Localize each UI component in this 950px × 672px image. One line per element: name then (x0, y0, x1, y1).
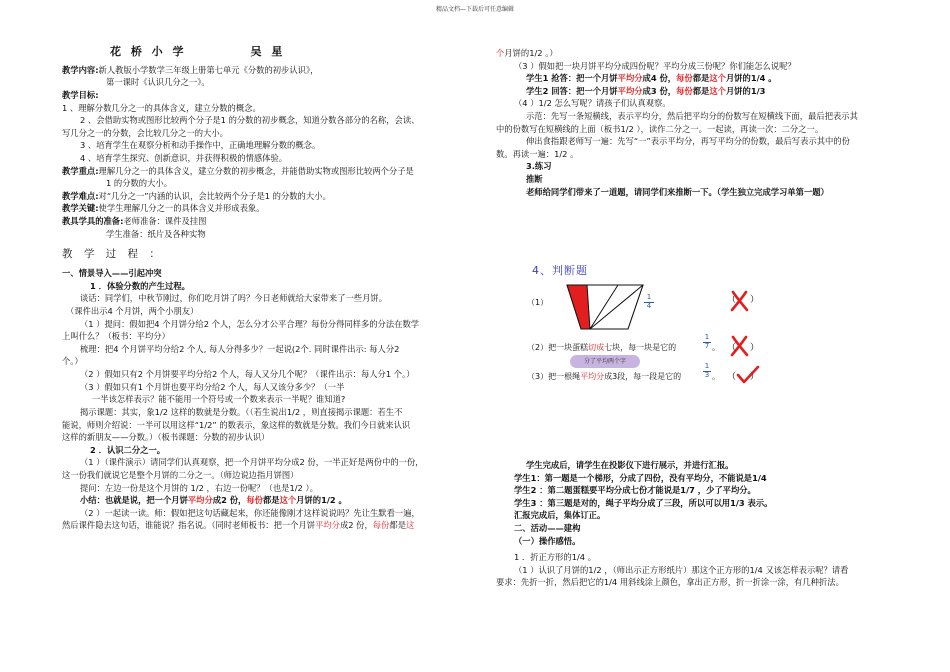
right-column-top (496, 47, 901, 198)
practice-heading: 3.练习 (526, 161, 552, 172)
judge-3-paren: （ ） (727, 372, 760, 382)
courseware-1: （课件出示4 个月饼，两个小朋友） (66, 306, 199, 317)
section-1-1: 1 ．体验分数的产生过程。 (90, 280, 190, 291)
infer-heading: 推断 (526, 174, 543, 185)
summary-line: 小结：也就是说，把一个月饼平均分成2 份，每份都是这个月饼的1/2 。 (80, 495, 347, 506)
process-title: 教 学 过 程 ： (62, 248, 164, 261)
question-3: （3 ）假如只有1 个月饼也要平均分给2 个人，每人又该分多少？（一半 (80, 381, 345, 392)
show-2: 中的份数写在短横线的上面（板书1/2 ），读作二分之一。一起读，再读一次：二分之一。 (496, 123, 824, 134)
left-column (62, 44, 469, 532)
show-3: 伸出食指跟老师写一遍：先写“一”表示平均分，再写平均分的份数，最后写表示其中的份 (526, 136, 850, 147)
reveal-1: 揭示课题：其实，象1/2 这样的数就是分数。（（若生说出1/2 ，则直接揭示课题：若生不 (80, 406, 403, 417)
cross-mark-icon (729, 289, 751, 313)
judge-1-paren: （ ） (727, 295, 760, 305)
key-point-2: 1 的分数的大小。 (106, 178, 172, 189)
question-1b: 上叫什么？（板书：平均分） (62, 331, 170, 342)
demo-2: 这一份我们就说它是整个月饼的二分之一。（师边说边指月饼图） (62, 469, 299, 480)
cont-line: 个月饼的1/2 。） (496, 48, 558, 58)
reveal-2: 能说，师则介绍说：一半可以用这样“1/2” 的数表示，象这样的数就是分数。我们今日就来认识 (62, 419, 411, 430)
section-2-sub: （一）操作感悟。 (514, 535, 581, 546)
key-point: 教学重点:理解几分之一的具体含义，建立分数的初步概念，并能借助实物或图形比较两个分子是 (62, 165, 414, 176)
section-2-title: 二、活动——建构 (514, 523, 581, 534)
goal-3: 3 、培育学生在观察分析和动手操作中，正确地理解分数的概念。 (80, 140, 321, 151)
practice-text: 老师给同学们带来了一道题，请同学们来推断一下。（学生独立完成学习单第一题） (526, 186, 829, 197)
trapezoid-divider (590, 285, 618, 329)
goal-1: 1 、理解分数几分之一的具体含义，建立分数的概念。 (62, 102, 261, 113)
content-line: 教学内容:新人教版小学数学三年级上册第七单元《分数的初步认识》， (62, 64, 319, 75)
after-4: 学生3 ：第三题是对的，绳子平均分成了三段，所以可以用1/3 表示。 (514, 497, 773, 508)
question-4: （3 ）假如把一块月饼平均分成四份呢？平均分成三份呢？你们能怎么说呢？ (514, 60, 796, 71)
question-1: （1 ）提问：假如把4 个月饼分给2 个人，怎么分才公平合理？每份分得同样多的分法在数学 (80, 318, 420, 329)
prep-line: 教具学具的准备:老师准备：课件及挂图 (62, 216, 207, 227)
hint-line: 提问：左边一份是这个月饼的 1/2 ，右边一份呢？（也是1/2 ）。 (80, 482, 318, 493)
show-1: 示范：先写一条短横线，表示平均分，然后把平均分的份数写在短横线下面，最后把表示其 (526, 111, 858, 122)
goal-2b: 写几分之一的分数，会比较几分之一的大小。 (62, 127, 228, 138)
fold-1: （1 ）认识了月饼的1/2 ，（师出示正方形纸片）那这个正方形的1/4 又该怎样表示呢？请看 (514, 564, 849, 575)
judge-2-text: （2）把一块蛋糕切成七块，每一块是它的 (527, 343, 677, 352)
fold-heading: 1 ．折正方形的1/4 。 (514, 552, 596, 563)
check-mark-icon (735, 364, 761, 386)
goals-label: 教学目标: (62, 89, 99, 100)
goal-4: 4 、培育学生探究、创新意识，并获得积极的情感体验。 (80, 152, 288, 163)
right-column-bottom (496, 459, 901, 589)
section-1-2: 2 ．认识二分之一。 (90, 444, 166, 455)
read-line-1: （2 ）一起读一读。师：假如把这句话藏起来，你还能像刚才这样说说吗？先让生默看一遍， (80, 507, 420, 518)
teacher-name: 吴 星 (250, 45, 286, 58)
read-line-2: 然后课件隐去这句话，谁能说？指名说。（同时老师板书：把一个月饼平均分成2 份，每份都是这 (62, 520, 415, 531)
judge-2-paren: （ ） (727, 343, 760, 353)
judge-3-fraction: 1 3 (704, 362, 710, 379)
sort-line-b: 个。） (62, 356, 83, 367)
judge-2-fraction: 1 7 (704, 333, 710, 350)
difficult-point: 教学难点:对“几分之一”内涵的认识，会比较两个分子是1 的分数的大小。 (62, 190, 331, 201)
judge-1-fraction: 1 4 (644, 294, 654, 310)
write-question: （4 ）1/2 怎么写呢？请孩子们认真观察。 (514, 98, 671, 109)
after-5: 汇报完成后，集体订正。 (514, 510, 606, 521)
student-1-answer: 学生1 抢答：把一个月饼平均分成4 份，每份都是这个月饼的1/4 。 (526, 73, 777, 84)
demo-1: （1 ）（课件演示）请同学们认真观察，把一个月饼平均分成2 份，一半正好是两份中的一份， (80, 457, 424, 468)
header-note: 精品文档—下载后可任意编辑 (435, 6, 514, 13)
section-1-title: 一、情景导入——引起冲突 (62, 268, 162, 279)
judge-3-dot: 。 (712, 372, 720, 381)
question-3b: 一半该怎样表示？能不能用一个符号或一个数来表示一半呢？谁知道? (92, 394, 346, 405)
show-4: 数。再读一遍：1/2 。 (496, 148, 579, 159)
judge-title: 4、判断题 (532, 264, 588, 277)
student-2-answer: 学生2 回答：把一个月饼平均分成3 份，每份都是这个月饼的1/3 (526, 85, 766, 96)
title-line (62, 44, 469, 61)
judge-3-text: （3）把一根绳平均分成3段，每一段是它的 (527, 372, 682, 381)
reveal-3: 这样的新朋友——分数。）（板书课题：分数的初步认识） (62, 432, 270, 443)
trapezoid-figure (562, 282, 648, 334)
annotation-bubble: 分了平均两个字 (570, 355, 640, 368)
after-3: 学生2 ：第二题蛋糕要平均分成七份才能说是1/7 ，少了平均分。 (514, 485, 756, 496)
after-2: 学生1：第一题是一个梯形，分成了四份，没有平均分，不能说是1/4 (514, 472, 767, 483)
goal-2: 2 、会借助实物或图形比较两个分子是1 的分数的初步概念，知道分数各部分的名称，会读、 (80, 115, 420, 126)
school-name: 花 桥 小 学 (110, 45, 187, 58)
talk-1: 谈话：同学们，中秋节刚过，你们吃月饼了吗？今日老师就给大家带来了一些月饼。 (80, 293, 387, 304)
critical-point: 教学关键:使学生理解几分之一的具体含义并形成表象。 (62, 203, 265, 214)
sort-line: 梳理：把4 个月饼平均分给2 个人, 每人分得多少？一起说(2个. 同时课件出示: 每人分2 (80, 343, 400, 354)
judge-2-dot: 。 (712, 343, 720, 352)
content-line-2: 第一课时《认识几分之一》。 (106, 77, 210, 88)
judge-1-number: （1） (527, 298, 549, 307)
prep-student: 学生准备：纸片及各种实物 (106, 228, 206, 239)
after-1: 学生完成后，请学生在投影仪下进行展示，并进行汇报。 (526, 460, 734, 470)
fold-2: 要求：先折一折，然后把它的1/4 用斜线涂上颜色，拿出正方形，折一折涂一涂，有几种折法。 (496, 577, 844, 588)
question-2: （2 ）假如只有2 个月饼要平均分给2 个人，每人又分几个呢？（课件出示：每人分1 个。） (80, 369, 415, 380)
